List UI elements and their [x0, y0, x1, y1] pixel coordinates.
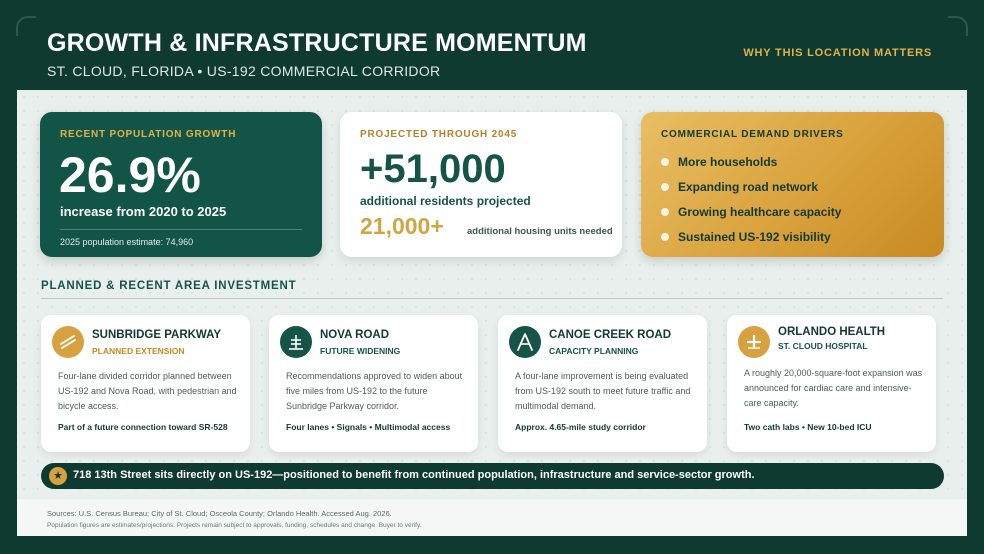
- divider: [60, 229, 302, 230]
- card-subtitle: PLANNED EXTENSION: [92, 346, 185, 356]
- bullet-icon: [661, 183, 669, 191]
- card-body: A roughly 20,000-square-foot expansion was announced for cardiac care and intensive-care capacity.: [744, 368, 923, 408]
- investment-card-orlando-health: [727, 315, 936, 452]
- card-subtitle: FUTURE WIDENING: [320, 346, 401, 356]
- projected-residents-value: +51,000: [360, 147, 506, 191]
- card-label: PROJECTED THROUGH 2045: [360, 129, 518, 140]
- medical-cross-icon: [738, 326, 770, 358]
- disclaimer: Population figures are estimates/projections. Projects remain subject to approvals, funding, schedules and change. Buyer to verify.: [47, 522, 422, 529]
- page-subtitle: ST. CLOUD, FLORIDA • US-192 COMMERCIAL CORRIDOR: [47, 63, 441, 79]
- road-perspective-icon: [509, 326, 541, 358]
- content-panel: [17, 90, 967, 536]
- demand-drivers-card: [641, 112, 944, 257]
- population-estimate: 2025 population estimate: 74,960: [60, 237, 194, 247]
- investment-card-canoe-creek: [498, 315, 707, 452]
- card-label: COMMERCIAL DEMAND DRIVERS: [661, 129, 844, 140]
- bullet-icon: [661, 208, 669, 216]
- road-lanes-icon: [280, 326, 312, 358]
- footer: [17, 499, 967, 536]
- list-item: More households: [661, 154, 841, 179]
- section-title: PLANNED & RECENT AREA INVESTMENT: [41, 280, 297, 292]
- population-growth-card: [40, 112, 322, 257]
- projected-residents-description: additional residents projected: [360, 194, 531, 208]
- banner-text: 718 13th Street sits directly on US-192—positioned to benefit from continued population, infrastructure and service-sector growth.: [73, 469, 755, 481]
- bullet-icon: [661, 158, 669, 166]
- location-banner: [41, 463, 944, 489]
- tagline: WHY THIS LOCATION MATTERS: [743, 47, 932, 59]
- card-footer: Approx. 4.65-mile study corridor: [515, 422, 646, 432]
- star-icon: ★: [49, 467, 67, 485]
- housing-units-label: additional housing units needed: [467, 226, 613, 237]
- parallel-lines-icon: [52, 326, 84, 358]
- list-item: Expanding road network: [661, 179, 841, 204]
- corner-decoration: [16, 16, 36, 36]
- card-subtitle: ST. CLOUD HOSPITAL: [778, 341, 868, 351]
- list-item: Growing healthcare capacity: [661, 204, 841, 229]
- projection-card: [340, 112, 622, 257]
- card-label: RECENT POPULATION GROWTH: [60, 129, 237, 140]
- card-body: Recommendations approved to widen about five miles from US-192 to the future Sunbridge Parkway corridor.: [286, 371, 463, 411]
- drivers-list: [661, 154, 841, 254]
- page-title: GROWTH & INFRASTRUCTURE MOMENTUM: [47, 29, 587, 57]
- sources: Sources: U.S. Census Bureau; City of St. Cloud; Osceola County; Orlando Health. Accessed Aug. 2026.: [47, 509, 392, 518]
- divider: [41, 298, 943, 299]
- investment-card-sunbridge: [41, 315, 250, 452]
- card-body: Four-lane divided corridor planned between US-192 and Nova Road, with pedestrian and bicycle access.: [58, 371, 237, 411]
- investment-card-nova: [269, 315, 478, 452]
- growth-description: increase from 2020 to 2025: [60, 204, 227, 219]
- card-title: ORLANDO HEALTH: [778, 326, 886, 338]
- card-footer: Part of a future connection toward SR-528: [58, 422, 228, 432]
- housing-units-value: 21,000+: [360, 213, 444, 239]
- card-footer: Two cath labs • New 10-bed ICU: [744, 422, 872, 432]
- header: [0, 0, 984, 90]
- card-body: A four-lane improvement is being evaluated from US-192 south to meet future traffic and multimodal demand.: [515, 371, 691, 411]
- card-title: SUNBRIDGE PARKWAY: [92, 329, 222, 341]
- list-item: Sustained US-192 visibility: [661, 229, 841, 254]
- card-footer: Four lanes • Signals • Multimodal access: [286, 422, 451, 432]
- card-title: CANOE CREEK ROAD: [549, 329, 672, 341]
- card-subtitle: CAPACITY PLANNING: [549, 346, 639, 356]
- corner-decoration: [948, 16, 968, 36]
- growth-value: 26.9%: [59, 147, 201, 203]
- card-title: NOVA ROAD: [320, 329, 389, 341]
- bullet-icon: [661, 233, 669, 241]
